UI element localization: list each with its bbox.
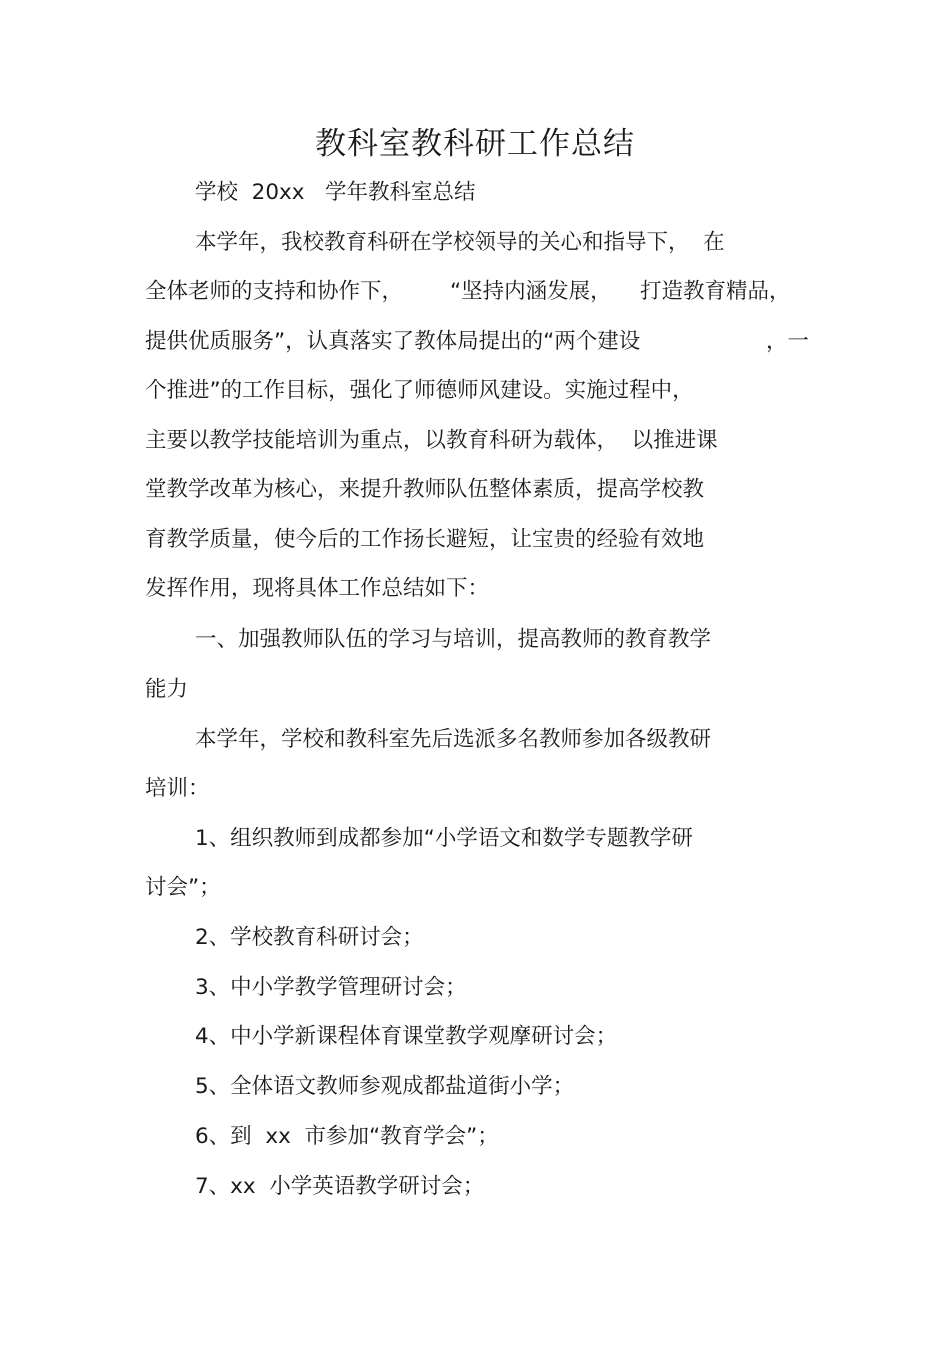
list-item: 6、到 xx 市参加“教育学会”； (195, 1124, 499, 1149)
document-title: 教科室教科研工作总结 (315, 126, 635, 162)
paragraph-line: 打造教育精品， (640, 279, 791, 304)
paragraph-line: ，一 (766, 329, 810, 354)
subtitle-line: 学校 20xx 学年教科室总结 (195, 180, 476, 205)
paragraph-line: 提供优质服务”，认真落实了教体局提出的“两个建设 (145, 329, 641, 354)
paragraph-line: 全体老师的支持和协作下， (145, 279, 404, 304)
paragraph-line: 发挥作用，现将具体工作总结如下： (145, 576, 490, 601)
paragraph-line: 育教学质量，使今后的工作扬长避短，让宝贵的经验有效地 (145, 527, 705, 552)
paragraph-line: 个推进”的工作目标，强化了师德师风建设。实施过程中， (145, 378, 694, 403)
list-item: 3、中小学教学管理研讨会； (195, 975, 467, 1000)
paragraph-line: 堂教学改革为核心，来提升教师队伍整体素质，提高学校教 (145, 477, 705, 502)
section-heading: 一、加强教师队伍的学习与培训，提高教师的教育教学 (195, 627, 712, 652)
paragraph-line: 本学年，学校和教科室先后选派多名教师参加各级教研 (195, 727, 712, 752)
list-item: 7、xx 小学英语教学研讨会； (195, 1174, 485, 1199)
paragraph-line: 培训： (145, 776, 210, 801)
paragraph-line: “坚持内涵发展， (450, 279, 612, 304)
paragraph-line: 主要以教学技能培训为重点，以教育科研为载体， 以推进课 (145, 428, 718, 453)
list-item: 讨会”； (145, 875, 221, 900)
paragraph-line: 本学年，我校教育科研在学校领导的关心和指导下， 在 (195, 230, 725, 255)
section-heading: 能力 (145, 677, 189, 702)
list-item: 5、全体语文教师参观成都盐道街小学； (195, 1074, 575, 1099)
list-item: 4、中小学新课程体育课堂教学观摩研讨会； (195, 1024, 618, 1049)
list-item: 2、学校教育科研讨会； (195, 925, 424, 950)
list-item: 1、组织教师到成都参加“小学语文和数学专题教学研 (195, 826, 693, 851)
